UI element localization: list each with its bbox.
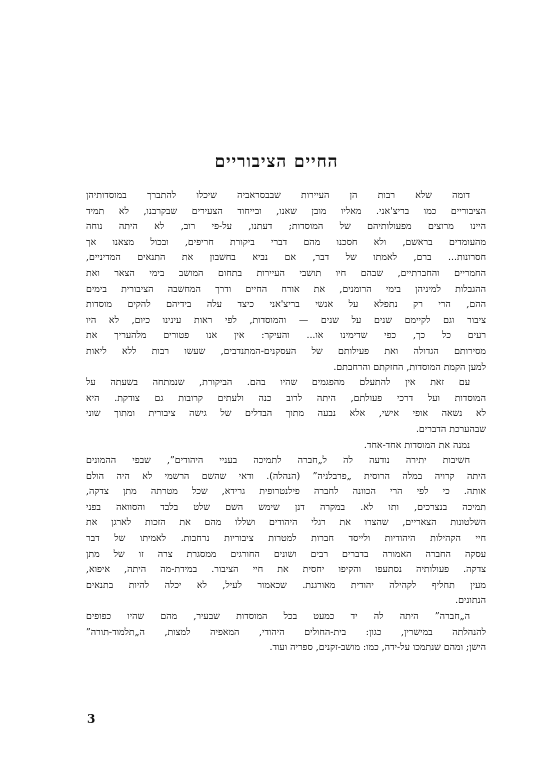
text-line: מהעומדים בראשם, ולא חסכנו מהם דברי ביקורת חריפים, ובכול מצאנו אך xyxy=(86,236,486,248)
text-line: הישן; ומהם שנתמכו על-ידה, כמו: מושב-זקנים, ספריה ועוד. xyxy=(269,642,486,654)
text-line: שבהערכת הדברים. xyxy=(415,423,486,435)
text-line: להנהלתה במישרין, כגון: בית-החולים היהודי, המאפיה למצות, ה„תלמוד-תורה” xyxy=(86,626,486,638)
text-line: המוסדות ועל דרכי פעולתם, היתה לרוב כנה ולעתים קרובות גם צודקת. היא xyxy=(86,392,486,404)
text-line: החמריים והחברתיים, שבהם חיו תושבי העיירות בתחום המושב בימי הצאר ואת xyxy=(86,267,486,279)
text-line: הנתונים. xyxy=(455,595,486,607)
text-line: רעים כל כך, כפי שדימינו או... והעיקר: אין אנו פטורים מלהעריך את xyxy=(86,330,486,342)
text-line: מעין תחליף לקהילה יהודית מאורגנת. שכאמור לעיל, לא יכלה להיות בתנאים xyxy=(86,579,486,591)
text-line: הציבוריים כמו בריצ'אני. מאליו מובן שאנו, ובייחוד הצעירים שבקרבנו, לא תמיד xyxy=(86,205,486,217)
text-line: נמנה את המוסדות אחד-אחד. xyxy=(363,439,470,451)
text-line: למען הקמת המוסדות, החזקתם והרחבתם. xyxy=(333,361,486,373)
text-line: חסרונות... ברם, לאמתו של דבר, אם נביא בחשבון את התנאים המדיניים, xyxy=(86,252,486,264)
text-line: חיי הקהילות היהודיות ולייסד חברות למטרות ציבוריות נרחבות. לאמיתו של דבר xyxy=(86,533,486,545)
text-line: חשיבות יתירה נודעה לה ל„חברה לתמיכה בעניי היהודים”, שבפי ההמונים xyxy=(86,455,470,467)
text-line: צדקה. פעולותיה נסתעפו והקיפו יחסית את חיי הציבור. במידת-מה היתה, איפוא, xyxy=(86,564,486,576)
text-line: לא נשאה אופי אישי, אלא נבעה מתוך הבדלים של גישה ציבורית ומתוך שוני xyxy=(86,408,486,420)
text-line: ההם, הרי רק נתפלא על אנשי בריצ'אני כיצד עלה בידיהם להקים מוסדות xyxy=(86,299,486,311)
text-line: דומה שלא רבות הן העיירות שבבסראביה שיכלו להתברך במוסדותיהן xyxy=(86,190,470,201)
text-line: ציבור וגם לקיימם שנים על שנים — והמוסדות, לפי ראות עינינו כיום, לא היו xyxy=(86,314,486,326)
text-line: ה„חברה” היתה לה יד כמעט בכל המוסדות שבעיר, מהם שהיו כפופים xyxy=(86,611,470,623)
text-line: השלטונות הצאריים, שהצרו את רגלי היהודים ושללו מהם את הזכות לארגן את xyxy=(86,517,486,529)
text-line: עסקה החברה האמורה בדברים רבים ושונים החורגים ממסגרת צרה זו של מתן xyxy=(86,548,486,560)
text-line: היתה קרויה במלה הרוסית „פרבלניה” (הנהלה). ודאי שהשם הרשמי לא היה הולם xyxy=(86,470,486,482)
page-title: החיים הציבוריים xyxy=(214,152,339,172)
body-text xyxy=(86,188,486,656)
text-line: מסירותם הגדולה ואת פעילותם של העסקנים-המתנדבים, שעשו רבות ללא ליאות xyxy=(86,345,486,357)
text-line: היינו מרוצים מפעולותיהם של המוסדות; דעתנו, על-פי רוב, לא היתה נוחה xyxy=(86,221,486,233)
text-line: תמיכה בנצרכים, ותו לא. במקרה דנן שימש השם שלט בלבד והסוואה בפני xyxy=(86,501,486,513)
text-line: אותה. כי לפי הרי הכוונה לחברה פילנטרופית גרידא, שכל מטרתה מתן צדקה, xyxy=(86,486,486,498)
page-number: 3 xyxy=(87,712,96,726)
text-line: ההגבלות למיניהן בימי הרומנים, את אורח החיים ודרך המחשבה הציבורית בימים xyxy=(86,283,486,295)
text-line: עם זאת אין להתעלם מהפגמים שהיו בהם. הביקורת, שנמתחה בשעתה על xyxy=(86,377,470,389)
